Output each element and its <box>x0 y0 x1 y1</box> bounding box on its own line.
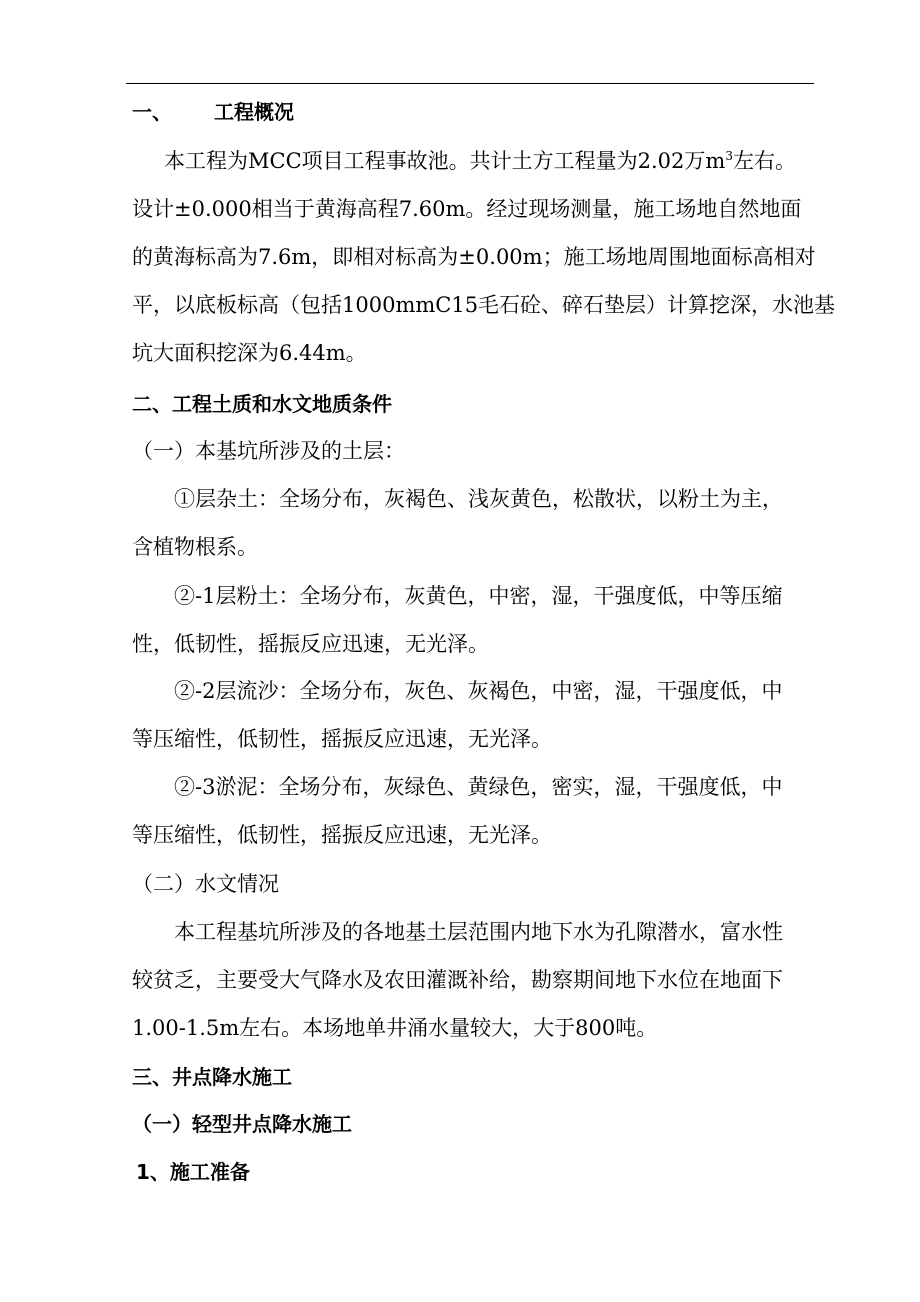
subsection-hydrology: （二）水文情况 <box>132 872 279 896</box>
section-3-item-1: 1、施工准备 <box>136 1160 250 1184</box>
layer-2-1: ②-1层粉土：全场分布，灰黄色，中密，湿，干强度低，中等压缩 性，低韧性，摇振反应迅速，无光泽。 <box>132 584 783 656</box>
layer-2-3: ②-3淤泥：全场分布，灰绿色、黄绿色，密实，湿，干强度低，中 等压缩性，低韧性，摇振反应迅速，无光泽。 <box>132 775 783 847</box>
overview-line-4: 平，以底板标高（包括1000mmC15毛石砼、碎石垫层）计算挖深，水池基 <box>132 293 836 317</box>
overview-line-3: 的黄海标高为7.6m，即相对标高为±0.00m；施工场地周围地面标高相对 <box>132 245 816 269</box>
paragraph-overview <box>132 137 836 377</box>
overview-line-1: 本工程为MCC项目工程事故池。共计土方工程量为2.02万$m^3$左右。 <box>164 149 796 173</box>
section-2-heading: 二、工程土质和水文地质条件 <box>132 392 392 416</box>
section-1-heading <box>132 88 822 136</box>
subsection-soil-layers: （一）本基坑所涉及的土层： <box>132 439 405 463</box>
section-1-number: 一、 <box>132 100 172 124</box>
layer-1: ①层杂土：全场分布，灰褐色、浅灰黄色，松散状，以粉土为主， 含植物根系。 <box>132 487 783 559</box>
overview-line-5: 坑大面积挖深为6.44m。 <box>132 341 367 365</box>
header-rule <box>126 83 814 84</box>
section-3-subheading: （一）轻型井点降水施工 <box>132 1112 352 1136</box>
overview-line-2: 设计±0.000相当于黄海高程7.60m。经过现场测量，施工场地自然地面 <box>132 197 802 221</box>
layer-2-2: ②-2层流沙：全场分布，灰色、灰褐色，中密，湿，干强度低，中 等压缩性，低韧性，摇振反应迅速，无光泽。 <box>132 679 783 751</box>
section-1-title: 工程概况 <box>214 100 294 124</box>
paragraph-hydrology: 本工程基坑所涉及的各地基土层范围内地下水为孔隙潜水，富水性 较贫乏，主要受大气降水及农田灌溉补给，勘察期间地下水位在地面下 1.00-1.5m左右。本场地单井涌水量较大，大于800吨。 <box>132 920 783 1040</box>
section-3-heading: 三、井点降水施工 <box>132 1065 292 1089</box>
